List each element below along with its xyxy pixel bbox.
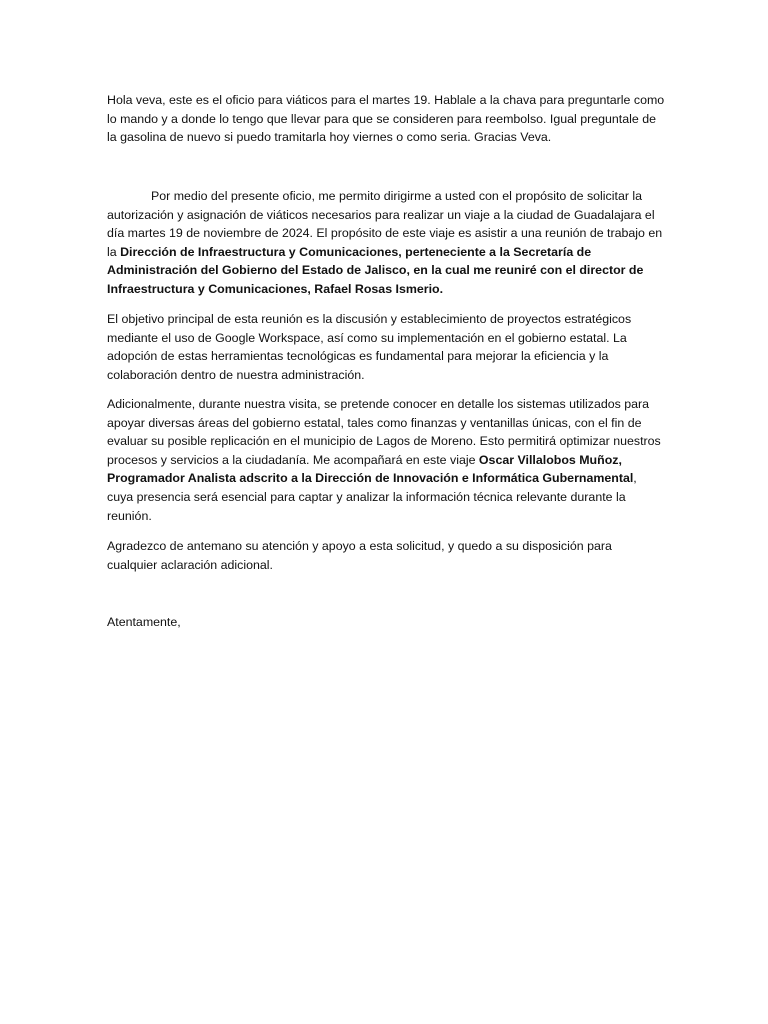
paragraph-request-text: Por medio del presente oficio, me permito dirigirme a usted con el propósito de solicitar la autorización y asignación de viáticos necesarios para realizar un viaje a la ciudad de Guadalajara el día martes 19 de noviembre de 2024. El propósito de este viaje es asistir a una reunión de trabajo en la: [107, 189, 663, 259]
closing-salutation: [107, 613, 665, 632]
paragraph-additional: [107, 395, 665, 525]
paragraph-thanks-text: Agradezco de antemano su atención y apoyo a esta solicitud, y quedo a su disposición para cualquier aclaración adicional.: [107, 539, 612, 572]
paragraph-request: [107, 187, 665, 299]
paragraph-additional-bold-text: Oscar Villalobos Muñoz, Programador Analista adscrito a la Dirección de Innovación e Informática Gubernamental: [107, 452, 634, 486]
paragraph-objective-text: El objetivo principal de esta reunión es la discusión y establecimiento de proyectos estratégicos mediante el uso de Google Workspace, así como su implementación en el gobierno estatal. La adopción de estas herramientas tecnológicas es fundamental para mejorar la eficiencia y la colaboración dentro de nuestra administración.: [107, 312, 632, 382]
paragraph-request-bold-text: Dirección de Infraestructura y Comunicaciones, perteneciente a la Secretaría de Administración del Gobierno del Estado de Jalisco, en la cual me reuniré con el director de Infraestructura y Comunicaciones, Rafael Rosas Ismerio.: [107, 244, 644, 296]
intro-note: [107, 91, 665, 147]
closing-salutation-text: Atentamente,: [107, 615, 181, 629]
paragraph-objective: [107, 310, 665, 384]
intro-note-text: Hola veva, este es el oficio para viáticos para el martes 19. Hablale a la chava para preguntarle como lo mando y a donde lo tengo que llevar para que se consideren para reembolso. Igual preguntale de la gasolina de nuevo si puedo tramitarla hoy viernes o como seria. Gracias Veva.: [107, 93, 665, 145]
paragraph-additional-text: Adicionalmente, durante nuestra visita, se pretende conocer en detalle los sistemas utilizados para apoyar diversas áreas del gobierno estatal, tales como finanzas y ventanillas únicas, con el fin de evaluar su posible replicación en el municipio de Lagos de Moreno. Esto permitirá optimizar nuestros procesos y servicios a la ciudadanía. Me acompañará en este viaje: [107, 397, 661, 467]
paragraph-additional-text-end: , cuya presencia será esencial para captar y analizar la información técnica relevante durante la reunión.: [107, 471, 637, 523]
paragraph-thanks: [107, 537, 665, 574]
